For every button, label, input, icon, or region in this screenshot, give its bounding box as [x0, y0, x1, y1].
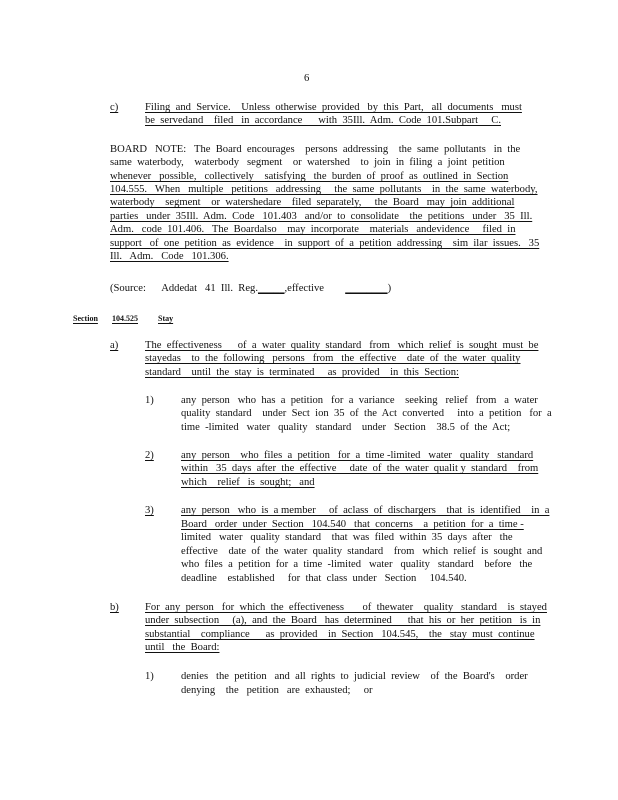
item-b-line: under subsection (a), and the Board has determined that his or her petition is in — [145, 615, 541, 626]
section-title: Stay — [158, 314, 174, 323]
source-blank-date: ________ — [345, 283, 388, 294]
item-a-line: standard until the stay is terminated as provided in this Section: — [145, 367, 459, 378]
item-a2-line: any person who files a petition for a time -limited water quality standard — [181, 450, 534, 461]
item-a2-label: 2) — [145, 450, 154, 461]
board-note-line: Adm. code 101.406. The Boardalso may incorporate materials andevidence filed in — [110, 224, 516, 235]
board-note-line: parties under 35Ill. Adm. Code 101.403 and/or to consolidate the petitions under 35 Ill. — [110, 211, 533, 222]
item-a-line: The effectiveness of a water quality standard from which relief is sought must be — [145, 340, 539, 351]
item-b-line: substantial compliance as provided in Section 104.545, the stay must continue — [145, 629, 535, 640]
item-a3-line: Board order under Section 104.540 that concerns a petition for a time - — [181, 519, 524, 530]
item-a3-line: effective date of the water quality standard from which relief is sought and — [181, 546, 543, 557]
item-a1-line: any person who has a petition for a variance seeking relief from a water — [181, 395, 538, 406]
subsection-c-line: Filing and Service. Unless otherwise provided by this Part, all documents must — [145, 102, 522, 113]
board-note-line: Ill. Adm. Code 101.306. — [110, 251, 229, 262]
item-a3-line: deadline established for that class under Section 104.540. — [181, 573, 467, 584]
subsection-c-label: c) — [110, 102, 119, 113]
item-a2-line: which relief is sought; and — [181, 477, 315, 488]
page-number: 6 — [304, 73, 310, 84]
item-b1-label: 1) — [145, 671, 154, 682]
section-number: 104.525 — [112, 314, 138, 323]
board-note-line: 104.555. When multiple petitions addressing the same pollutants in the same waterbody, — [110, 184, 538, 195]
item-b-line: until the Board: — [145, 642, 220, 653]
source-prefix: (Source: Addedat 41 Ill. Reg. — [110, 283, 258, 294]
item-a3-label: 3) — [145, 505, 154, 516]
item-a3-line: limited water quality standard that was filed within 35 days after the — [181, 532, 513, 543]
source-effective: ,effective — [284, 283, 324, 294]
item-a3-line: any person who is a member of aclass of dischargers that is identified in a — [181, 505, 550, 516]
board-note-line: same waterbody, waterbody segment or watershed to join in filing a joint petition — [110, 157, 505, 168]
item-a1-line: quality standard under Sect ion 35 of the Act converted into a petition for a — [181, 408, 552, 419]
board-note-line: whenever possible, collectively satisfying the burden of proof as outlined in Section — [110, 171, 509, 182]
subsection-c-line: be servedand filed in accordance with 35Ill. Adm. Code 101.Subpart C. — [145, 115, 501, 126]
source-blank-register: _____ — [258, 283, 285, 294]
item-b1-line: denies the petition and all rights to judicial review of the Board's order — [181, 671, 528, 682]
item-a1-label: 1) — [145, 395, 154, 406]
board-note-line: support of one petition as evidence in support of a petition addressing sim ilar issues. 35 — [110, 238, 540, 249]
item-a-line: stayedas to the following persons from the effective date of the water quality — [145, 353, 521, 364]
item-b1-line: denying the petition are exhausted; or — [181, 685, 373, 696]
board-note-line: BOARD NOTE: The Board encourages persons addressing the same pollutants in the — [110, 144, 521, 155]
section-label: Section — [73, 314, 98, 323]
item-b-label: b) — [110, 602, 119, 613]
board-note-line: waterbody segment or watershedare filed separately, the Board may join additional — [110, 197, 515, 208]
source-close: ) — [387, 283, 392, 294]
item-a2-line: within 35 days after the effective date of the water qualit y standard from — [181, 463, 539, 474]
item-a1-line: time -limited water quality standard under Section 38.5 of the Act; — [181, 422, 511, 433]
source-line — [110, 282, 391, 295]
item-a3-line: who files a petition for a time -limited water quality standard before the — [181, 559, 533, 570]
item-a-label: a) — [110, 340, 119, 351]
item-b-line: For any person for which the effectiveness of thewater quality standard is stayed — [145, 602, 547, 613]
